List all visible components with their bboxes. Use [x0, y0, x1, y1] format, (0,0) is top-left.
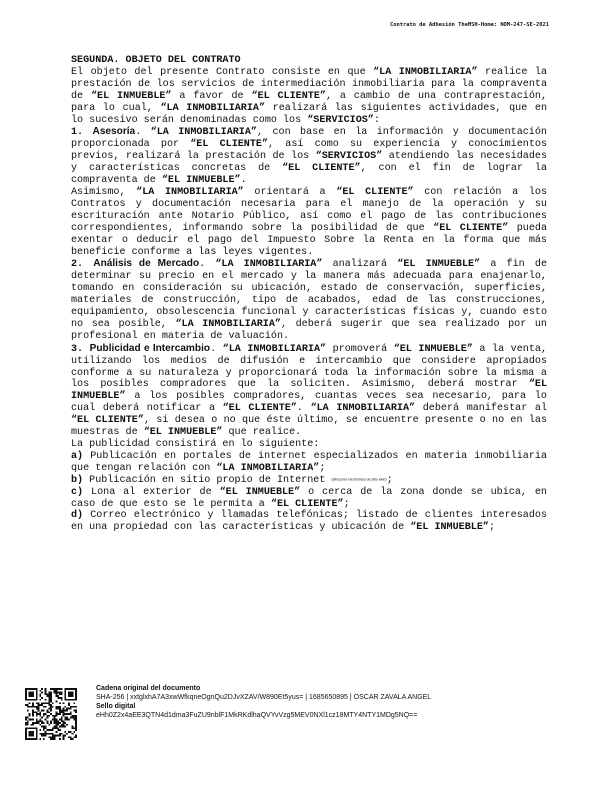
item-publicidad: 3. Publicidad e Intercambio. “LA INMOBILIARIA” promoverá “EL INMUEBLE” a la venta, utilizando los medios de difusión e intercambio que considere apropiados conforme a su naturaleza y proporcionará toda la información sobre la misma a los posibles compradores que la soliciten. Asimismo, deberá mostrar “EL INMUEBLE” a los posibles compradores, cuantas veces sea necesario, para lo cual deberá notificar a “EL CLIENTE”. “LA INMOBILIARIA” deberá manifestar al “EL CLIENTE”, si desea o no que éste último, se encuentre presente o no en las muestras de “EL INMUEBLE” que realice. [71, 342, 548, 439]
chain-value: SHA-256 | xxtglxhA7A3xwWfkqneOgnQu2DJvXZAV/W890Et5yus= | 1685650895 | OSCAR ZAVALA ANGEL [96, 693, 432, 701]
seal-label: Sello digital [96, 702, 136, 710]
contract-body [71, 55, 547, 534]
seal-value: eHh0Z2x4aEE3QTN4d1dma3FuZU9nblF1MkRKdlhaQVYvVzg5MEV0NXl1cz18MTY4NTY1MDg5NQ== [96, 711, 418, 719]
item-asesoria-continued: Asimismo, “LA INMOBILIARIA” orientará a “EL CLIENTE” con relación a los Contratos y documentación necesaria para el manejo de la operación y su escrituración ante Notario Público, así como el pago de las contribuciones correspondientes, informando sobre la posibilidad de que “EL CLIENTE” pueda exentar o deducir el pago del Impuesto Sobre la Renta en la forma que más beneficie conforme a las leyes vigentes. [71, 186, 548, 258]
list-item-c: c) Lona al exterior de “EL INMUEBLE” o cerca de la zona donde se ubica, en caso de que esto se le permita a “EL CLIENTE”; [71, 486, 547, 510]
signature-footer [25, 685, 585, 740]
list-item-a: a) Publicación en portales de internet especializados en materia inmobiliaria que tengan relación con “LA INMOBILIARIA”; [71, 450, 547, 474]
chain-label: Cadena original del documento [96, 685, 201, 692]
list-item-d: d) Correo electrónico y llamadas telefónicas; listado de clientes interesados en una propiedad con las características y ubicación de “EL INMUEBLE”; [71, 510, 547, 534]
section-title: SEGUNDA. OBJETO DEL CONTRATO [71, 55, 241, 66]
item-analisis-mercado: 2. Análisis de Mercado. “LA INMOBILIARIA” analizará “EL INMUEBLE” a fin de determinar su precio en el mercado y la manera más adecuada para enajenarlo, tomando en consideración su ubicación, estado de conservación, superficies, materiales de construcción, tipo de acabados, edad de las construcciones, equipamiento, obsolescencia funcional y características físicas y, cuando esto no sea posible, “LA INMOBILIARIA”, deberá sugerir que sea realizado por un profesional en materia de valuación. [71, 258, 547, 342]
website-placeholder: (dirección electrónica de sitio web) [331, 477, 387, 482]
digital-signature-block [96, 685, 431, 721]
qr-code [25, 688, 77, 740]
item-asesoria: 1. Asesoría. “LA INMOBILIARIA”, con base en la información y documentación proporcionada por “EL CLIENTE”, así como su experiencia y conocimientos previos, realizará la prestación de los “SERVICIOS” atendiendo las necesidades y características concretas de “EL CLIENTE”, con el fin de lograr la compraventa de “EL INMUEBLE”. [71, 126, 548, 187]
intro-paragraph: El objeto del presente Contrato consiste en que “LA INMOBILIARIA” realice la prestación de los servicios de intermediación inmobiliaria para la compraventa de “EL INMUEBLE” a favor de “EL CLIENTE”, a cambio de una contraprestación, para lo cual, “LA INMOBILIARIA” realizará las siguientes actividades, que en lo sucesivo serán denominadas como los “SERVICIOS”: [71, 66, 548, 126]
page-running-header: Contrato de Adhesión TheMSH-Home: NOM-247-SE-2021 [389, 22, 549, 28]
publicity-intro: La publicidad consistirá en lo siguiente: [71, 439, 320, 450]
list-item-b: b) Publicación en sitio propio de Internet (dirección electrónica de sitio web); [71, 474, 393, 486]
